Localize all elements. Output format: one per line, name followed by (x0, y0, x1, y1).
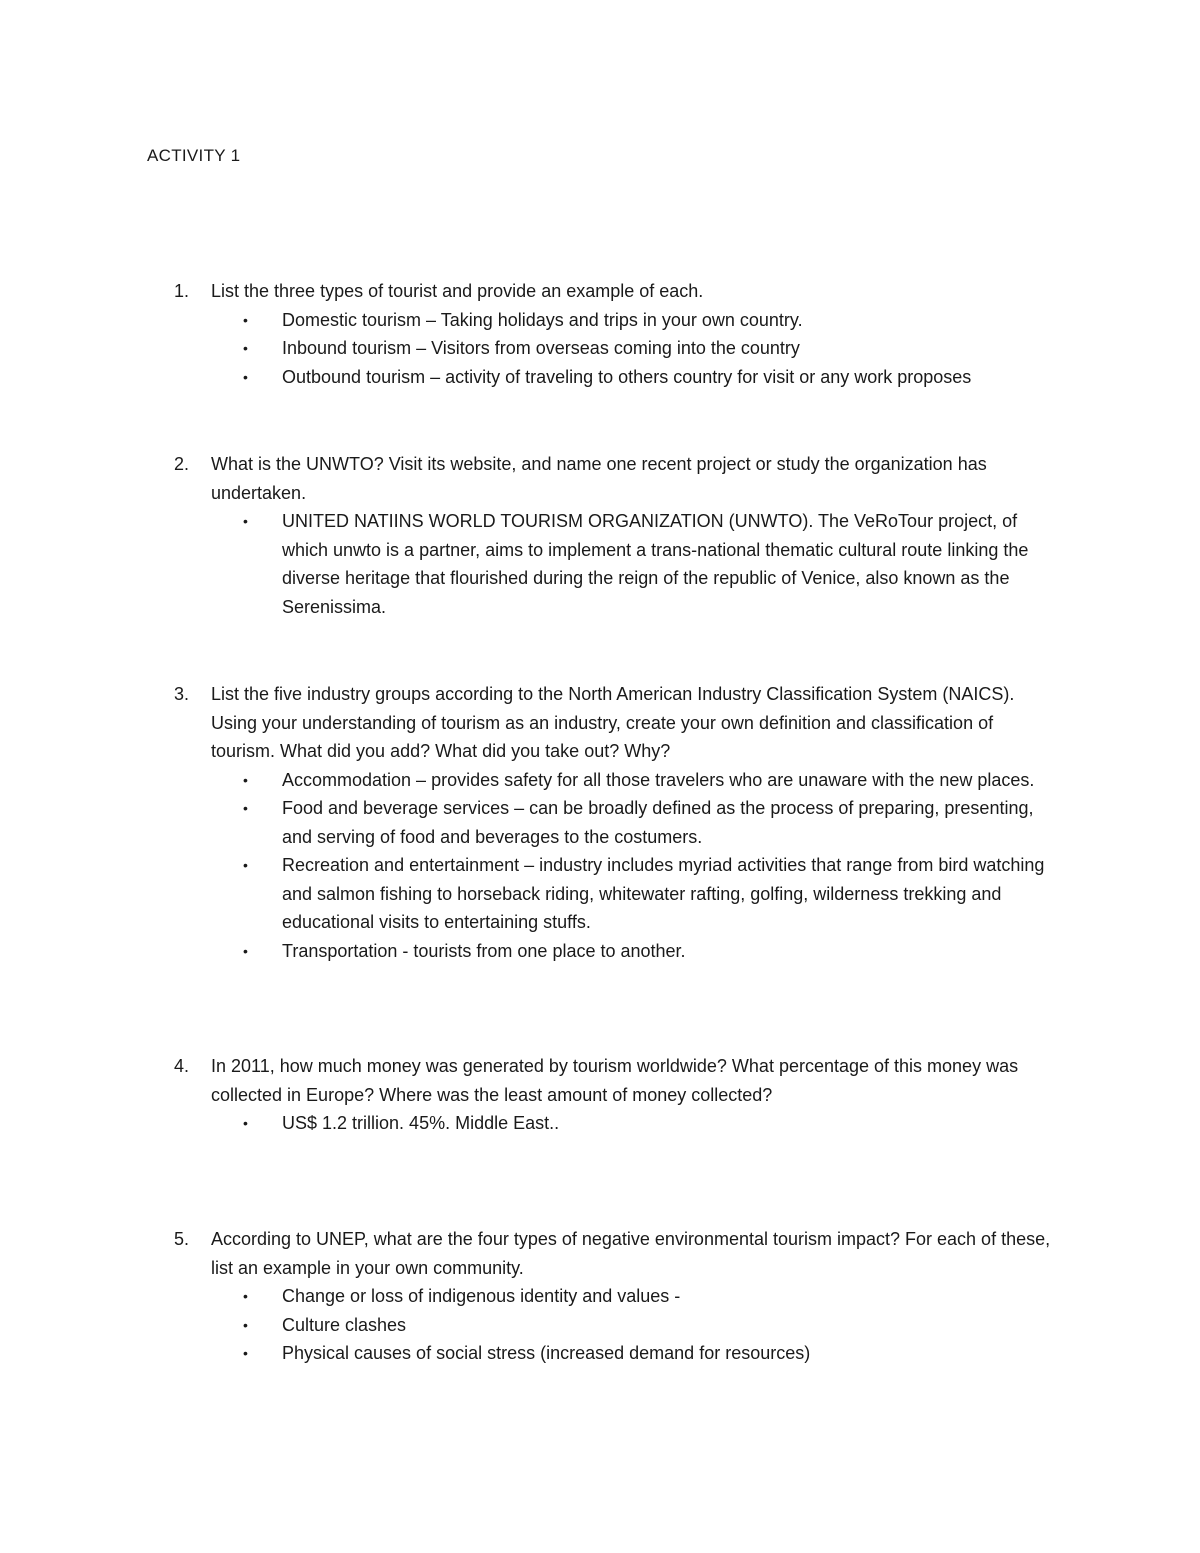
question-number: 4. (174, 1056, 190, 1076)
question-number: 5. (174, 1229, 190, 1249)
question-1 (0, 277, 1200, 391)
list-item (0, 794, 1200, 851)
answer-text: Physical causes of social stress (increased demand for resources) (282, 1343, 811, 1363)
answer-text: UNITED NATIINS WORLD TOURISM ORGANIZATION (UNWTO). The VeRoTour project, of which unwto is a partner, aims to implement a trans-national thematic cultural route linking the diverse heritage that flourished during the reign of the republic of Venice, also known as the Serenissima. (282, 511, 1029, 617)
question-5 (0, 1225, 1200, 1368)
bullet-icon: • (243, 857, 248, 873)
answer-list (0, 766, 1200, 966)
answer-text: US$ 1.2 trillion. 45%. Middle East.. (282, 1113, 560, 1133)
answer-text: Accommodation – provides safety for all those travelers who are unaware with the new places. (282, 769, 1035, 790)
question-text: List the five industry groups according to the North American Industry Classification System (NAICS). Using your understanding of tourism as an industry, create your own definition and classification of tourism. What did you add? What did you take out? Why? (211, 684, 1015, 761)
question-number: 2. (174, 454, 190, 474)
question-text: List the three types of tourist and provide an example of each. (211, 281, 704, 301)
list-item (0, 937, 1200, 966)
answer-text: Recreation and entertainment – industry includes myriad activities that range from bird watching and salmon fishing to horseback riding, whitewater rafting, golfing, wilderness trekking and educational visits to entertaining stuffs. (282, 855, 1045, 932)
list-item (0, 851, 1200, 937)
bullet-icon: • (243, 1345, 248, 1361)
list-item (0, 1311, 1200, 1340)
answer-text: Domestic tourism – Taking holidays and trips in your own country. (282, 309, 803, 330)
bullet-icon: • (243, 800, 248, 816)
bullet-icon: • (243, 311, 248, 328)
question-row (0, 1225, 1200, 1282)
answer-text: Inbound tourism – Visitors from overseas coming into the country (282, 338, 800, 358)
question-row (0, 680, 1200, 766)
answer-list (0, 1109, 1200, 1138)
bullet-icon: • (243, 771, 248, 788)
question-text: What is the UNWTO? Visit its website, and name one recent project or study the organization has undertaken. (211, 454, 987, 503)
list-item (0, 363, 1200, 392)
question-text: According to UNEP, what are the four types of negative environmental tourism impact? For each of these, list an example in your own community. (211, 1229, 1051, 1278)
list-item (0, 334, 1200, 363)
question-row (0, 1052, 1200, 1109)
list-item (0, 507, 1200, 621)
question-4 (0, 1052, 1200, 1138)
question-row (0, 450, 1200, 507)
question-3 (0, 680, 1200, 965)
bullet-icon: • (243, 513, 248, 529)
answer-list (0, 1282, 1200, 1368)
question-row (0, 277, 1200, 306)
list-item (0, 306, 1200, 335)
bullet-icon: • (243, 1288, 248, 1304)
answer-list (0, 306, 1200, 392)
question-number: 3. (174, 684, 190, 704)
bullet-icon: • (243, 1115, 248, 1131)
list-item (0, 1109, 1200, 1138)
bullet-icon: • (243, 340, 248, 356)
bullet-icon: • (243, 1316, 248, 1333)
answer-text: Change or loss of indigenous identity and values - (282, 1286, 681, 1306)
answer-text: Food and beverage services – can be broadly defined as the process of preparing, presenting, and serving of food and beverages to the costumers. (282, 798, 1034, 847)
list-item (0, 1339, 1200, 1368)
answer-text: Outbound tourism – activity of traveling to others country for visit or any work proposes (282, 366, 972, 387)
page-title: ACTIVITY 1 (147, 146, 241, 165)
answer-list (0, 507, 1200, 621)
answer-text: Transportation - tourists from one place to another. (282, 940, 686, 961)
question-number: 1. (174, 281, 190, 301)
bullet-icon: • (243, 942, 248, 959)
question-text: In 2011, how much money was generated by tourism worldwide? What percentage of this money was collected in Europe? Where was the least amount of money collected? (211, 1056, 1019, 1105)
list-item (0, 1282, 1200, 1311)
answer-text: Culture clashes (282, 1314, 407, 1335)
bullet-icon: • (243, 368, 248, 385)
list-item (0, 766, 1200, 795)
question-2 (0, 450, 1200, 621)
